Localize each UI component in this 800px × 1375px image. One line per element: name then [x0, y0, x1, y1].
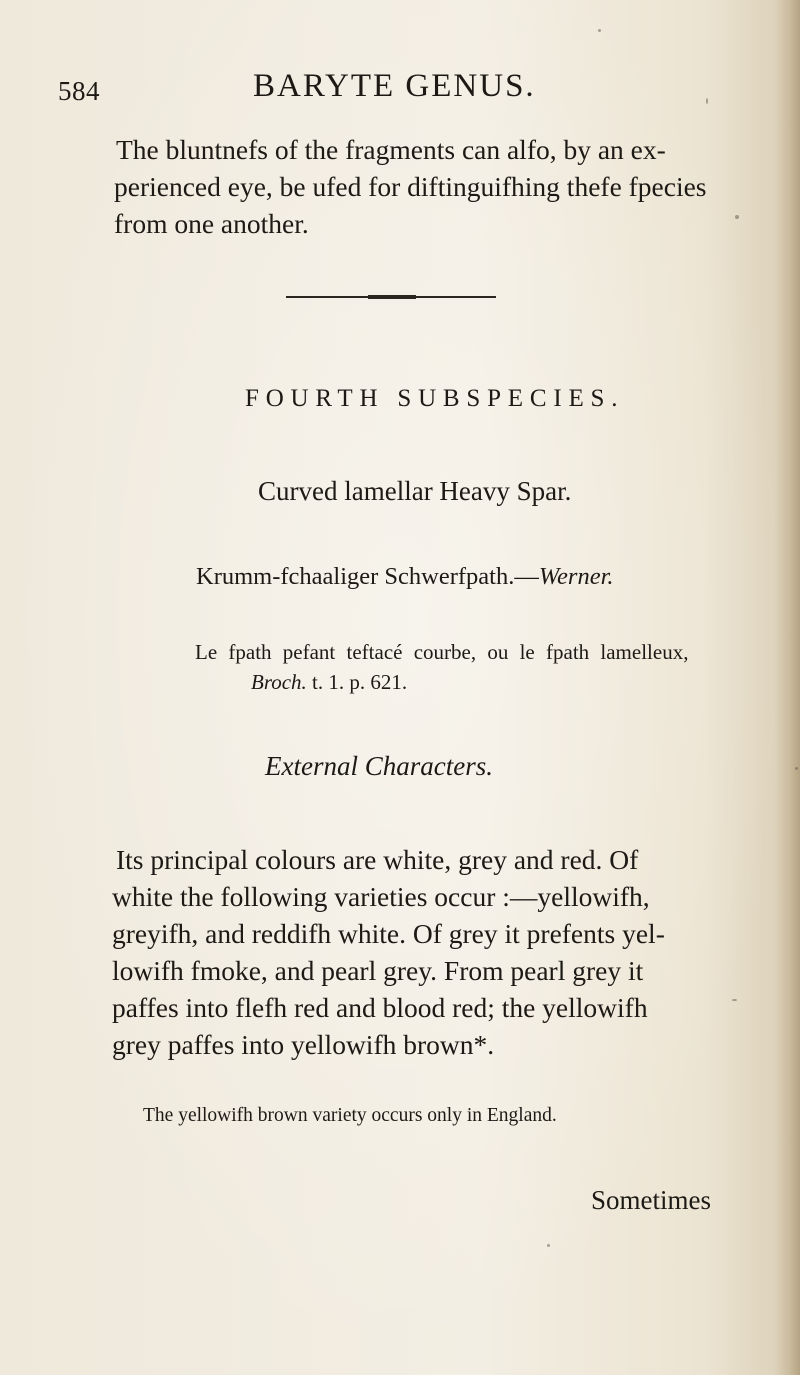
characters-line-4: lowifh fmoke, and pearl grey. From pearl grey it — [112, 955, 644, 986]
german-synonym — [196, 563, 614, 591]
intro-line-3: from one another. — [114, 208, 309, 239]
reference-citation: t. 1. p. 621. — [306, 670, 408, 694]
french-synonym-line-1: Le fpath pefant teftacé courbe, ou le fpath lamelleux, — [195, 640, 689, 664]
french-synonym-reference — [251, 667, 407, 697]
characters-paragraph — [112, 841, 665, 1063]
characters-line-2: white the following varieties occur :—yellowifh, — [112, 881, 650, 912]
catchword: Sometimes — [591, 1185, 711, 1215]
synonym-author: Werner. — [538, 563, 614, 590]
intro-paragraph — [116, 131, 707, 242]
characters-line-6: grey paffes into yellowifh brown*. — [112, 1029, 495, 1060]
print-speck — [706, 98, 708, 104]
print-speck — [598, 29, 601, 32]
print-speck — [547, 1244, 550, 1247]
reference-author: Broch. — [251, 670, 307, 694]
species-name: Curved lamellar Heavy Spar. — [258, 476, 572, 506]
intro-line-1: The bluntnefs of the fragments can alfo, by an ex- — [116, 134, 666, 165]
page-edge-shadow — [774, 0, 800, 1375]
section-title: External Characters. — [265, 751, 493, 781]
footnote: The yellowifh brown variety occurs only in England. — [143, 1105, 557, 1126]
subspecies-heading: FOURTH SUBSPECIES. — [245, 385, 625, 412]
print-speck — [732, 999, 737, 1001]
characters-line-5: paffes into flefh red and blood red; the yellowifh — [112, 992, 648, 1023]
page-number: 584 — [58, 76, 100, 106]
characters-line-3: greyifh, and reddifh white. Of grey it prefents yel- — [112, 918, 665, 949]
running-head: BARYTE GENUS. — [253, 68, 536, 104]
intro-line-2: perienced eye, be ufed for diftinguifhing thefe fpecies — [114, 171, 707, 202]
synonym-text: Krumm-fchaaliger Schwerfpath.— — [196, 563, 539, 590]
print-speck — [795, 767, 798, 770]
characters-line-1: Its principal colours are white, grey and red. Of — [116, 844, 639, 875]
section-divider-ornament — [368, 295, 416, 299]
print-speck — [735, 215, 739, 219]
